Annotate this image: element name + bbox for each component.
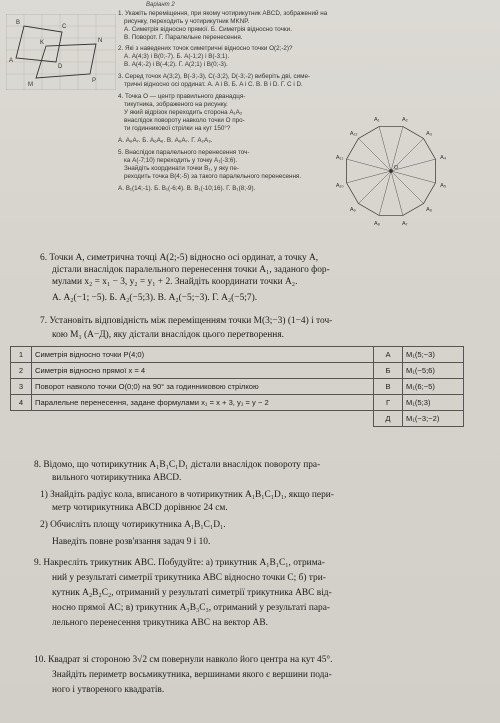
row-transformation: Симетрія відносно прямої x = 4 bbox=[32, 363, 374, 379]
q8-line-2: вильного чотирикутника ABCD. bbox=[52, 473, 182, 483]
center-label: O bbox=[394, 165, 399, 171]
fig-label-b: B bbox=[16, 20, 21, 26]
q8-line-1: 8. Відомо, що чотирикутник A₁B₁C₁D₁ дістали внаслідок повороту пра- bbox=[34, 460, 321, 470]
fig-label-c: C bbox=[62, 24, 67, 30]
row-letter: Г bbox=[374, 395, 403, 411]
top-line-10: 4. Точка O — центр правильного дванадця- bbox=[118, 93, 246, 100]
vertex-label: A₅ bbox=[440, 182, 447, 189]
top-line-5: 2. Які з наведених точок симетричні відносно точки O(2;-2)? bbox=[118, 45, 293, 52]
fig-label-p: P bbox=[92, 78, 97, 84]
vertex-label: A₁₀ bbox=[335, 182, 344, 189]
top-line-2: рисунку, переходить у чотирикутник MKNP. bbox=[124, 18, 250, 25]
top-line-18: Знайдіть координати точки B₁, у яку пе- bbox=[124, 165, 240, 172]
row-number: 2 bbox=[11, 363, 32, 379]
table-row bbox=[11, 347, 464, 363]
dodecagon-radius bbox=[347, 171, 391, 183]
top-line-11: тикутника, зображеного на рисунку. bbox=[124, 101, 228, 108]
vertex-label: A₁ bbox=[374, 116, 380, 123]
top-line-12: У який відрізок переходить сторона A₁A₂ bbox=[124, 109, 243, 116]
fig-label-m: M bbox=[28, 82, 33, 88]
top-line-16: 5. Внаслідок паралельного перенесення точ- bbox=[118, 149, 250, 156]
top-line-3: А. Симетрія відносно прямої. Б. Симетрія відносно точки. bbox=[124, 26, 292, 33]
table-row bbox=[11, 395, 464, 411]
row-number: 1 bbox=[11, 347, 32, 363]
top-line-1: 1. Укажіть переміщення, при якому чотирикутник ABCD, зображений на bbox=[118, 10, 328, 17]
dodecagon-radius bbox=[379, 127, 391, 171]
q9-line-4: носно прямої AC; в) трикутник A₃B₃C₃, отриманий у результаті пара- bbox=[52, 603, 331, 613]
row-result: M₁(−5;6) bbox=[403, 363, 464, 379]
row-result: M₁(6;−5) bbox=[403, 379, 464, 395]
row-letter: А bbox=[374, 347, 403, 363]
fig-label-n: N bbox=[98, 38, 103, 44]
q9-line-2: ний у результаті симетрії трикутника ABC відносно точки C; б) три- bbox=[52, 573, 326, 583]
vertex-label: A₉ bbox=[349, 207, 356, 214]
top-line-17: ка A(-7;10) переходить у точку A₁(-3;6). bbox=[124, 157, 238, 164]
top-line-8: 3. Серед точок A(3;2), B(-3;-3), C(-3;2), D(-3;-2) виберіть дві, симе- bbox=[118, 73, 311, 80]
fig-label-a: A bbox=[9, 58, 14, 64]
dodecagon-radius bbox=[358, 138, 391, 171]
vertex-label: A₁₂ bbox=[349, 130, 358, 137]
vertex-label: A₃ bbox=[426, 130, 433, 137]
top-line-7: В. A(4;-2) і B(-4;2). Г. A(2;1) і B(0;-3). bbox=[124, 61, 228, 68]
row-result: M₁(5;3) bbox=[403, 395, 464, 411]
table-row bbox=[11, 411, 464, 427]
q8-line-3: 1) Знайдіть радіус кола, вписаного в чотирикутник A₁B₁C₁D₁, якщо пери- bbox=[40, 490, 334, 500]
row-number: 3 bbox=[11, 379, 32, 395]
row-result: M₁(5;−3) bbox=[403, 347, 464, 363]
top-line-4: В. Поворот. Г. Паралельне перенесення. bbox=[124, 34, 243, 41]
q8-line-4: метр чотирикутника ABCD дорівнює 24 см. bbox=[52, 503, 228, 513]
q8-line-6: Наведіть повне розв'язання задач 9 і 10. bbox=[52, 537, 211, 547]
q6-line-2: дістали внаслідок паралельного перенесення точки A₁, заданого фор- bbox=[52, 265, 330, 275]
quadrilaterals-figure bbox=[6, 14, 116, 90]
q9-line-3: кутник A₂B₂C₂, отриманий у результаті симетрії трикутника ABC від- bbox=[52, 588, 332, 598]
row-letter: В bbox=[374, 379, 403, 395]
dodecagon-radius bbox=[391, 171, 435, 183]
q9-line-5: лельного перенесення трикутника ABC на вектор AB. bbox=[52, 618, 268, 628]
row-number bbox=[11, 411, 32, 427]
dodecagon-figure bbox=[330, 112, 452, 230]
vertex-label: A₈ bbox=[374, 221, 380, 228]
vertex-label: A₄ bbox=[440, 155, 447, 162]
top-line-19: реходить точка B(4;-5) за такого паралельного перенесення. bbox=[124, 173, 302, 180]
top-line-6: А. A(4;3) і B(0;-7). Б. A(-1;2) і B(-3;1). bbox=[124, 53, 230, 60]
dodecagon-radius bbox=[358, 171, 391, 204]
dodecagon-radius bbox=[347, 159, 391, 171]
top-line-13: внаслідок повороту навколо точки O про- bbox=[124, 117, 245, 124]
top-section bbox=[0, 0, 500, 244]
top-line-9: тричні відносно осі ординат. А. A і B. Б. A і C. В. B і D. Г. C і D. bbox=[124, 81, 303, 88]
table-row bbox=[11, 379, 464, 395]
fig-label-d: D bbox=[58, 64, 63, 70]
table-row bbox=[11, 363, 464, 379]
row-transformation: Паралельне перенесення, задане формулами x₁ = x + 3, y₁ = y − 2 bbox=[32, 395, 374, 411]
dodecagon-radius bbox=[391, 171, 403, 215]
center-point bbox=[390, 170, 393, 173]
q6-line-3: мулами x₂ = x₁ − 3, y₂ = y₁ + 2. Знайдіть координати точки A₂. bbox=[52, 277, 298, 287]
row-letter: Д bbox=[374, 411, 403, 427]
q10-line-1: 10. Квадрат зі стороною 3√2 см повернули навколо його центра на кут 45°. bbox=[34, 655, 333, 665]
top-line-15: А. A₆A₇. Б. A₆A₆. В. A₆A₇. Г. A₂A₃. bbox=[118, 137, 213, 144]
q6-line-4: А. A₂(−1; −5). Б. A₂(−5;3). В. A₂(−5;−3). Г. A₂(−5;7). bbox=[52, 293, 258, 303]
fig-label-k: K bbox=[40, 40, 45, 46]
row-number: 4 bbox=[11, 395, 32, 411]
q8-line-5: 2) Обчисліть площу чотирикутника A₁B₁C₁D₁. bbox=[40, 520, 226, 530]
top-line-20: А. B₁(14;-1). Б. B₁(-6;4). В. B₁(-10;16). Г. B₁(8;-9). bbox=[118, 185, 256, 192]
top-line-14: ти годинникової стрілки на кут 150°? bbox=[124, 125, 231, 132]
q10-line-3: ного і утвореного квадратів. bbox=[52, 685, 165, 695]
row-letter: Б bbox=[374, 363, 403, 379]
row-result: M₁(−3;−2) bbox=[403, 411, 464, 427]
dodecagon-radius bbox=[379, 171, 391, 215]
row-transformation bbox=[32, 411, 374, 427]
q7-line-2: кою M₁ (А−Д), яку дістали внаслідок цього перетворення. bbox=[52, 330, 284, 340]
variant-label: Варіант 2 bbox=[146, 2, 175, 8]
q6-line-1: 6. Точки A, симетрична точці A(2;-5) відносно осі ординат, а точку A, bbox=[40, 253, 319, 263]
row-transformation: Симетрія відносно точки P(4;0) bbox=[32, 347, 374, 363]
q9-line-1: 9. Накресліть трикутник ABC. Побудуйте: а) трикутник A₁B₁C₁, отрима- bbox=[34, 558, 325, 568]
q10-line-2: Знайдіть периметр восьмикутника, вершинами якого є вершини пода- bbox=[52, 670, 332, 680]
vertex-label: A₁₁ bbox=[335, 155, 344, 162]
vertex-label: A₇ bbox=[401, 221, 408, 228]
q7-line-1: 7. Установіть відповідність між переміщенням точки M(3;−3) (1−4) і точ- bbox=[40, 316, 333, 326]
row-transformation: Поворот навколо точки O(0;0) на 90° за годинниковою стрілкою bbox=[32, 379, 374, 395]
vertex-label: A₂ bbox=[401, 116, 408, 123]
matching-table bbox=[10, 346, 464, 427]
vertex-label: A₆ bbox=[426, 207, 433, 214]
dodecagon-radius bbox=[391, 171, 424, 204]
